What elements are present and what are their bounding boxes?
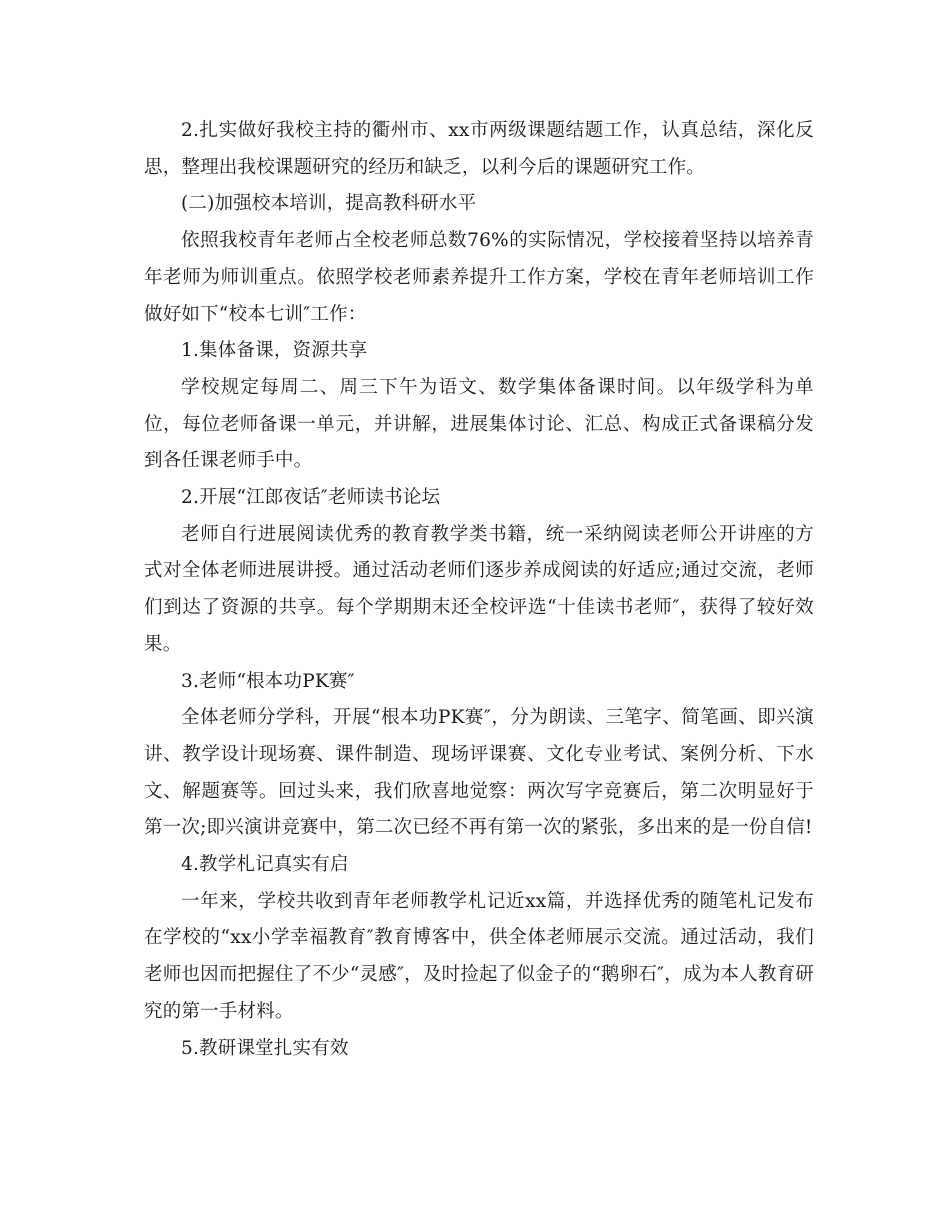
paragraph-basic-skills-contest: 全体老师分学科，开展“根本功PK赛″，分为朗读、三笔字、简笔画、即兴演讲、教学设计现场赛、课件制造、现场评课赛、文化专业考试、案例分析、下水文、解题赛等。回过头来，我们欣喜地觉察：两次写字竞赛后，第二次明显好于第一次;即兴演讲竞赛中，第二次已经不再有第一次的紧张，多出来的是一份自信! xyxy=(144,707,814,839)
item-heading-research-classroom: 5.教研课堂扎实有效 xyxy=(181,1037,349,1059)
paragraph-collective-lesson-prep: 学校规定每周二、周三下午为语文、数学集体备课时间。以年级学科为单位，每位老师备课一单元，并讲解，进展集体讨论、汇总、构成正式备课稿分发到各任课老师手中。 xyxy=(144,376,814,472)
document-body xyxy=(144,113,814,1067)
item-heading-teaching-notes: 4.教学札记真实有启 xyxy=(181,854,349,876)
item-heading-basic-skills-contest: 3.老师“根本功PK赛″ xyxy=(181,670,355,692)
paragraph-teaching-notes: 一年来，学校共收到青年老师教学札记近xx篇，并选择优秀的随笔札记发布在学校的“xx小学幸福教育″教育博客中，供全体老师展示交流。通过活动，我们老师也因而把握住了不少“灵感″，及时捡起了似金子的“鹅卵石″，成为本人教育研究的第一手材料。 xyxy=(144,890,814,1022)
item-heading-collective-lesson-prep: 1.集体备课，资源共享 xyxy=(181,340,368,362)
item-heading-reading-forum: 2.开展“江郎夜话″老师读书论坛 xyxy=(181,487,441,509)
paragraph-reading-forum: 老师自行进展阅读优秀的教育教学类书籍，统一采纳阅读老师公开讲座的方式对全体老师进展讲授。通过活动老师们逐步养成阅读的好适应;通过交流，老师们到达了资源的共享。每个学期期末还全校评选“十佳读书老师″，获得了较好效果。 xyxy=(144,523,814,655)
paragraph-topic-conclusion: 2.扎实做好我校主持的衢州市、xx市两级课题结题工作，认真总结，深化反思，整理出我校课题研究的经历和缺乏，以利今后的课题研究工作。 xyxy=(144,120,814,178)
section-heading-school-training: (二)加强校本培训，提高教科研水平 xyxy=(181,193,477,215)
paragraph-training-intro: 依照我校青年老师占全校老师总数76%的实际情况，学校接着坚持以培养青年老师为师训重点。依照学校老师素养提升工作方案，学校在青年老师培训工作做好如下“校本七训″工作： xyxy=(144,230,814,325)
